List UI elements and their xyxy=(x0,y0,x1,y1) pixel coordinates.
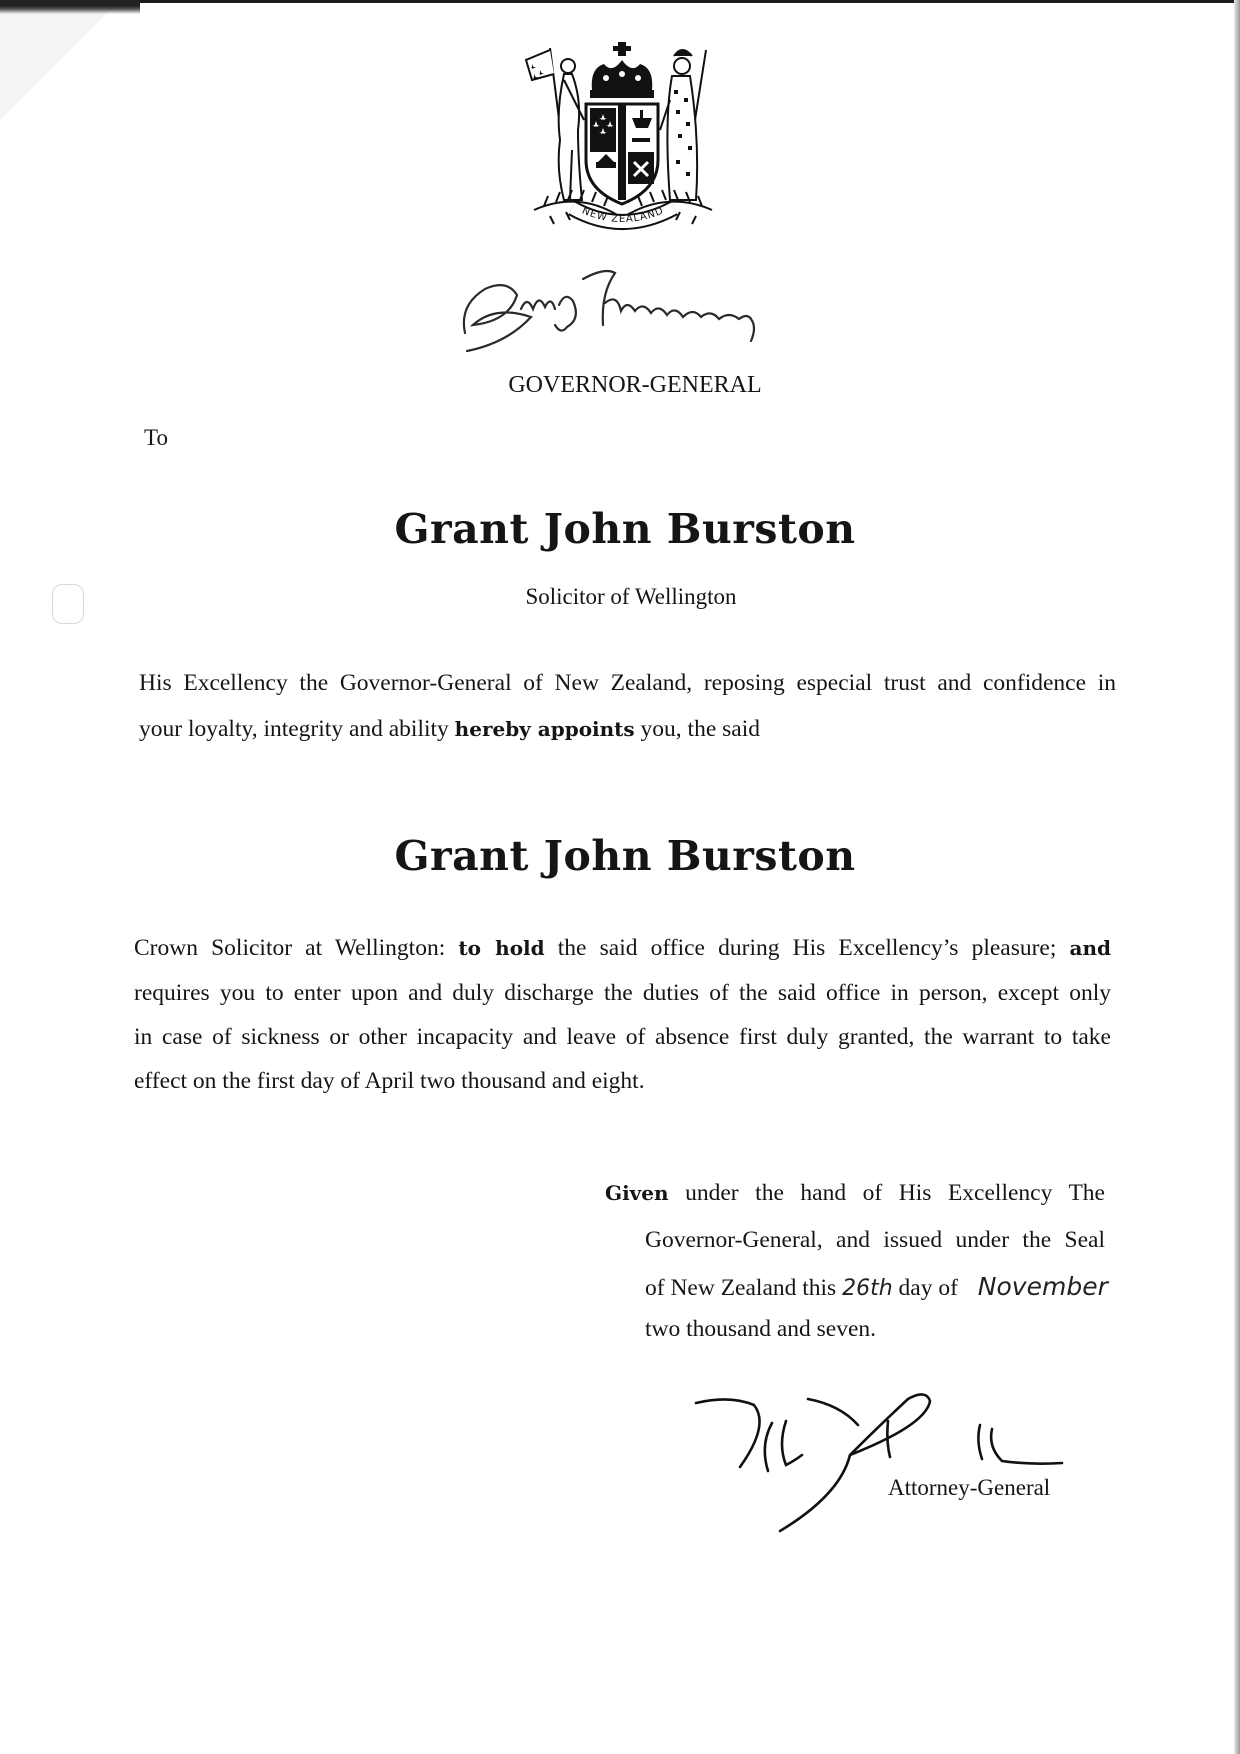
attorney-general-title: Attorney-General xyxy=(888,1475,1051,1500)
paragraph-2-line-2: requires you to enter upon and duly discharge the duties of the said office in person, except only xyxy=(134,980,1111,1006)
paragraph-2-line-1 xyxy=(134,935,1111,962)
hereby-appoints-phrase: hereby appoints xyxy=(454,717,635,741)
governor-general-signature-icon xyxy=(455,265,790,360)
addressee-to-label: To xyxy=(144,425,168,450)
addressee-name: Grant John Burston xyxy=(394,505,856,553)
scan-fold-shadow xyxy=(0,0,120,120)
para2-line1-pre: Crown Solicitor at Wellington: xyxy=(134,935,446,961)
new-zealand-coat-of-arms-icon xyxy=(520,40,726,240)
crest-banner-text: NEW ZEALAND xyxy=(580,205,666,226)
para1-line2-post: you, the said xyxy=(640,716,760,742)
given-line-3 xyxy=(645,1272,1108,1302)
para2-line1-mid: the said office during His Excellency’s pleasure; xyxy=(557,935,1057,961)
given-line-1 xyxy=(605,1180,1105,1207)
scan-top-edge xyxy=(0,0,1240,3)
given-line-2: Governor-General, and issued under the Seal xyxy=(645,1227,1105,1253)
scan-corner-edge xyxy=(0,0,140,14)
paragraph-2-line-3: in case of sickness or other incapacity and leave of absence first duly granted, the warrant to take xyxy=(134,1024,1111,1050)
handwritten-day: 26th xyxy=(842,1276,893,1301)
paragraph-1-line-2 xyxy=(139,716,760,743)
paragraph-1-line-1: His Excellency the Governor-General of New Zealand, reposing especial trust and confidence in xyxy=(139,670,1116,696)
given-line-4: two thousand and seven. xyxy=(645,1316,877,1342)
governor-general-title: GOVERNOR-GENERAL xyxy=(508,372,762,398)
to-hold-phrase: to hold xyxy=(458,936,545,960)
paragraph-2-line-4: effect on the first day of April two thousand and eight. xyxy=(134,1068,645,1094)
given-word: Given xyxy=(605,1181,669,1205)
addressee-description: Solicitor of Wellington xyxy=(525,584,737,609)
appointee-name: Grant John Burston xyxy=(394,832,856,880)
attorney-general-signature-icon xyxy=(690,1385,1075,1535)
given-line-1-rest: under the hand of His Excellency The xyxy=(685,1180,1105,1206)
and-word: and xyxy=(1069,936,1112,960)
handwritten-month: November xyxy=(977,1272,1108,1301)
given-line-3-mid: day of xyxy=(898,1275,958,1301)
para1-line2-pre: your loyalty, integrity and ability xyxy=(139,716,449,742)
given-line-3-pre: of New Zealand this xyxy=(645,1275,837,1301)
